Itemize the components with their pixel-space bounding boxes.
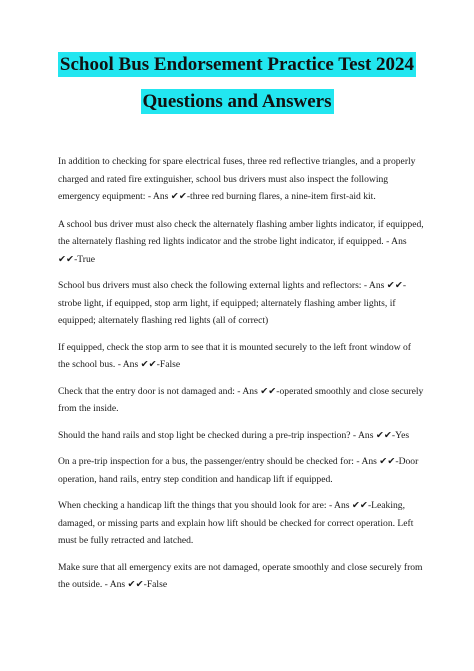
qa-paragraph-3: School bus drivers must also check the following external lights and reflectors: - Ans ✔✔-strobe light, if equipped, stop arm light, if equipped; alternately flashing amber lights, if equipped; alternately flashing red lights (all of correct) — [58, 280, 407, 326]
document-title — [0, 52, 474, 114]
document-body — [58, 153, 424, 603]
title-line-2: Questions and Answers — [142, 91, 332, 112]
qa-paragraph-1: In addition to checking for spare electrical fuses, three red reflective triangles, and a properly charged and rated fire extinguisher, school bus drivers must also inspect the following emergency equipment: - Ans ✔✔-three red burning flares, a nine-item first-aid kit. — [58, 156, 416, 202]
qa-paragraph-4: If equipped, check the stop arm to see that it is mounted securely to the left front window of the school bus. - Ans ✔✔-False — [58, 341, 412, 370]
qa-paragraph-8: When checking a handicap lift the things that you should look for are: - Ans ✔✔-Leaking, damaged, or missing parts and explain how lift should be checked for correct operation. Left must be fully retracted and latched. — [58, 500, 414, 546]
title-line-1: School Bus Endorsement Practice Test 2024 — [59, 54, 415, 75]
qa-paragraph-7: On a pre-trip inspection for a bus, the passenger/entry should be checked for: - Ans ✔✔-Door operation, hand rails, entry step condition and handicap lift if equipped. — [58, 456, 419, 485]
qa-paragraph-6: Should the hand rails and stop light be checked during a pre-trip inspection? - Ans ✔✔-Yes — [58, 429, 410, 441]
qa-paragraph-9: Make sure that all emergency exits are not damaged, operate smoothly and close securely from the outside. - Ans ✔✔-False — [58, 561, 423, 590]
qa-paragraph-2: A school bus driver must also check the alternately flashing amber lights indicator, if equipped, the alternately flashing red lights indicator and the strobe light indicator, if equipped. - Ans ✔✔-True — [58, 218, 424, 265]
qa-paragraph-5: Check that the entry door is not damaged and: - Ans ✔✔-operated smoothly and close securely from the inside. — [58, 385, 424, 414]
